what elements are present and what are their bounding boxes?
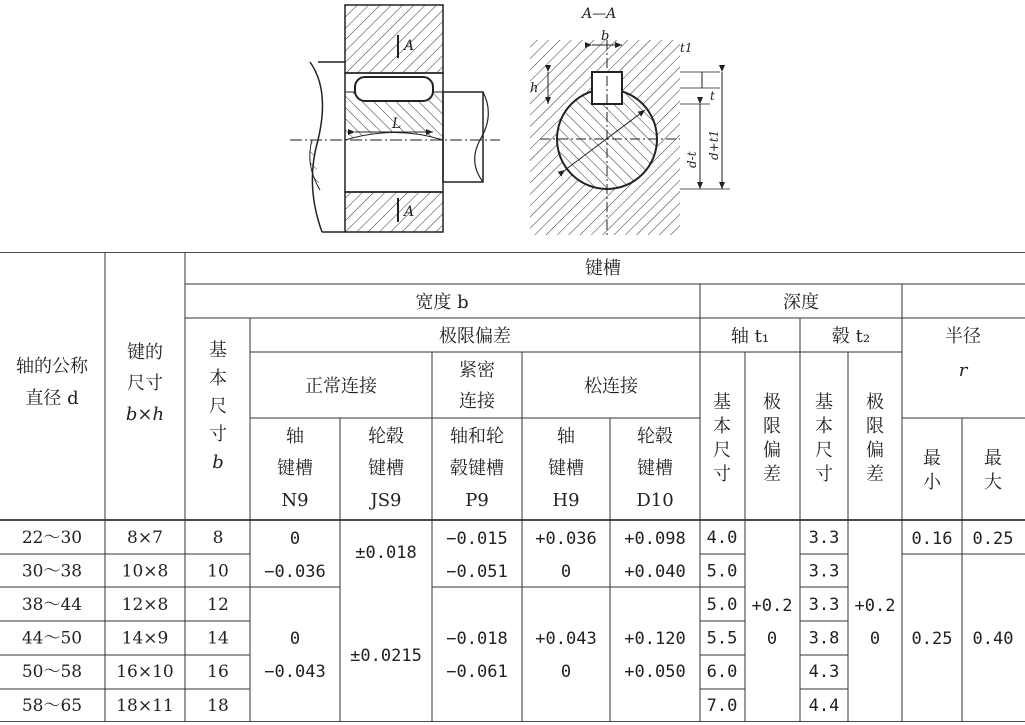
hdr-h9-3: H9 (552, 490, 580, 511)
cell-b: 10 (207, 561, 229, 582)
cell-b: 12 (207, 595, 229, 615)
cell-t2: 3.3 (808, 561, 840, 582)
dim-d-minus-t: d-t (685, 151, 699, 168)
p9-row1: −0.015 (446, 529, 508, 549)
cell-bh: 8×7 (127, 527, 163, 548)
d10-row1: +0.098 (624, 529, 686, 549)
r-max-group2: 0.40 (972, 629, 1014, 649)
hdr-t1-basic-1: 基 (713, 392, 731, 413)
hdr-js9-2: 键槽 (368, 458, 404, 479)
section-mark-bottom: A (404, 204, 415, 220)
hdr-max-2: 大 (984, 472, 1002, 493)
hdr-depth: 深度 (783, 292, 819, 313)
dim-t1: t1 (680, 41, 693, 55)
hdr-p9-2: 毂键槽 (450, 458, 504, 479)
n9-group1-lower: −0.036 (264, 562, 326, 582)
hdr-t2-limit-4: 差 (866, 464, 884, 485)
hdr-key-size-3: b×h (125, 404, 165, 425)
hdr-tight-2: 连接 (459, 391, 495, 412)
n9-group1-upper: 0 (289, 529, 301, 549)
hdr-p9-3: P9 (465, 490, 489, 511)
hdr-t1-limit-4: 差 (763, 464, 781, 485)
hdr-normal: 正常连接 (305, 376, 377, 397)
cell-t1: 5.0 (706, 595, 738, 615)
section-mark-top: A (404, 38, 415, 54)
js9-group1: ±0.018 (355, 543, 417, 563)
cell-t1: 5.5 (706, 628, 738, 649)
hdr-shaft-t1: 轴 t₁ (730, 326, 770, 347)
hdr-basic-2: 本 (209, 368, 227, 389)
dim-t: t (710, 89, 715, 103)
cross-section-view (530, 6, 730, 235)
hdr-js9-3: JS9 (370, 490, 402, 511)
hdr-loose: 松连接 (584, 376, 638, 397)
p9-group2-lower: −0.061 (446, 662, 508, 682)
hdr-t2-basic-3: 尺 (815, 440, 833, 461)
hdr-t1-basic-4: 寸 (713, 464, 731, 485)
cell-t2: 3.8 (808, 628, 840, 649)
js9-group2: ±0.0215 (350, 646, 422, 666)
hdr-keyway: 键槽 (585, 258, 621, 279)
hdr-max-1: 最 (984, 448, 1002, 469)
hdr-js9-1: 轮毂 (368, 426, 404, 447)
cell-d: 50～58 (21, 662, 83, 683)
hdr-radius-2: r (958, 360, 968, 381)
hdr-tight-1: 紧密 (459, 360, 495, 381)
cell-t2: 3.3 (808, 595, 840, 615)
cell-t2: 4.3 (808, 662, 840, 683)
n9-group2-upper: 0 (289, 629, 301, 649)
h9-row1: +0.036 (535, 529, 597, 549)
keyway-dimension-table (0, 252, 1025, 722)
hdr-t2-limit-2: 限 (866, 416, 884, 437)
cell-b: 14 (207, 628, 229, 649)
hdr-d10-2: 键槽 (637, 458, 673, 479)
longitudinal-view (290, 5, 500, 232)
hdr-p9-1: 轴和轮 (450, 426, 504, 447)
hdr-key-size-1: 键的 (127, 342, 163, 363)
cell-bh: 14×9 (121, 628, 169, 649)
cell-d: 58～65 (21, 695, 83, 716)
cell-d: 30～38 (21, 561, 83, 582)
hdr-t2-basic-4: 寸 (815, 464, 833, 485)
h9-group2-upper: +0.043 (535, 629, 597, 649)
hdr-h9-1: 轴 (557, 426, 575, 447)
hdr-n9-3: N9 (281, 490, 309, 511)
n9-group2-lower: −0.043 (264, 662, 326, 682)
cell-d: 38～44 (21, 595, 83, 615)
p9-group2-upper: −0.018 (446, 629, 508, 649)
dim-b: b (601, 29, 610, 44)
hdr-basic-4: 寸 (209, 424, 227, 445)
hdr-t2-basic-2: 本 (815, 416, 833, 437)
p9-row2: −0.051 (446, 562, 508, 582)
hdr-d10-1: 轮毂 (637, 426, 673, 447)
cell-bh: 10×8 (121, 561, 169, 582)
hdr-limit-deviation: 极限偏差 (439, 326, 511, 347)
dim-h: h (530, 81, 539, 96)
hdr-d10-3: D10 (636, 490, 674, 511)
hdr-t1-limit-2: 限 (763, 416, 781, 437)
cell-t1: 7.0 (706, 695, 738, 716)
hdr-radius-1: 半径 (945, 326, 981, 347)
hdr-t2-basic-1: 基 (815, 392, 833, 413)
section-title: A—A (582, 6, 617, 22)
t2-deviation-lower: 0 (869, 629, 881, 649)
cell-b: 8 (212, 527, 224, 548)
cell-t1: 4.0 (706, 527, 738, 548)
hdr-t1-limit-3: 偏 (763, 440, 781, 461)
cell-d: 44～50 (21, 628, 83, 649)
d10-group2-upper: +0.120 (624, 629, 686, 649)
t1-deviation-lower: 0 (766, 629, 778, 649)
cell-bh: 12×8 (121, 595, 169, 615)
cell-t1: 6.0 (706, 662, 738, 683)
hdr-shaft-diameter-1: 轴的公称 (16, 356, 88, 377)
hdr-n9-1: 轴 (286, 426, 304, 447)
hdr-key-size-2: 尺寸 (127, 373, 163, 394)
hdr-t2-limit-1: 极 (866, 392, 884, 413)
cell-b: 16 (207, 662, 229, 683)
cell-t2: 3.3 (808, 527, 840, 548)
dim-L: L (392, 116, 402, 132)
hdr-h9-2: 键槽 (548, 458, 584, 479)
cell-bh: 18×11 (116, 695, 174, 716)
hdr-t2-limit-3: 偏 (866, 440, 884, 461)
hdr-basic-5: b (212, 452, 224, 473)
r-max-row1: 0.25 (972, 529, 1014, 549)
cell-t2: 4.4 (808, 695, 840, 716)
cell-t1: 5.0 (706, 561, 738, 582)
hdr-t1-basic-3: 尺 (713, 440, 731, 461)
d10-group2-lower: +0.050 (624, 662, 686, 682)
t2-deviation-upper: +0.2 (854, 596, 896, 616)
hdr-min-1: 最 (923, 448, 941, 469)
cell-d: 22～30 (21, 527, 83, 548)
cell-bh: 16×10 (116, 662, 174, 683)
t1-deviation-upper: +0.2 (751, 596, 793, 616)
cell-b: 18 (207, 695, 229, 716)
hdr-n9-2: 键槽 (277, 458, 313, 479)
hdr-shaft-diameter-2: 直径 d (25, 388, 79, 409)
d10-row2: +0.040 (624, 562, 686, 582)
h9-group2-lower: 0 (560, 662, 572, 682)
keyway-figure (0, 0, 1025, 250)
hdr-width: 宽度 b (415, 292, 469, 313)
hdr-basic-3: 尺 (209, 396, 227, 417)
hdr-min-2: 小 (923, 472, 941, 493)
r-min-row1: 0.16 (911, 529, 953, 549)
dim-d-plus-t1: d+t1 (707, 129, 721, 160)
hdr-basic-1: 基 (209, 340, 227, 361)
h9-row2: 0 (560, 562, 572, 582)
hdr-hub-t2: 毂 t₂ (831, 326, 871, 347)
r-min-group2: 0.25 (911, 629, 953, 649)
hdr-t1-basic-2: 本 (713, 416, 731, 437)
hdr-t1-limit-1: 极 (763, 392, 781, 413)
